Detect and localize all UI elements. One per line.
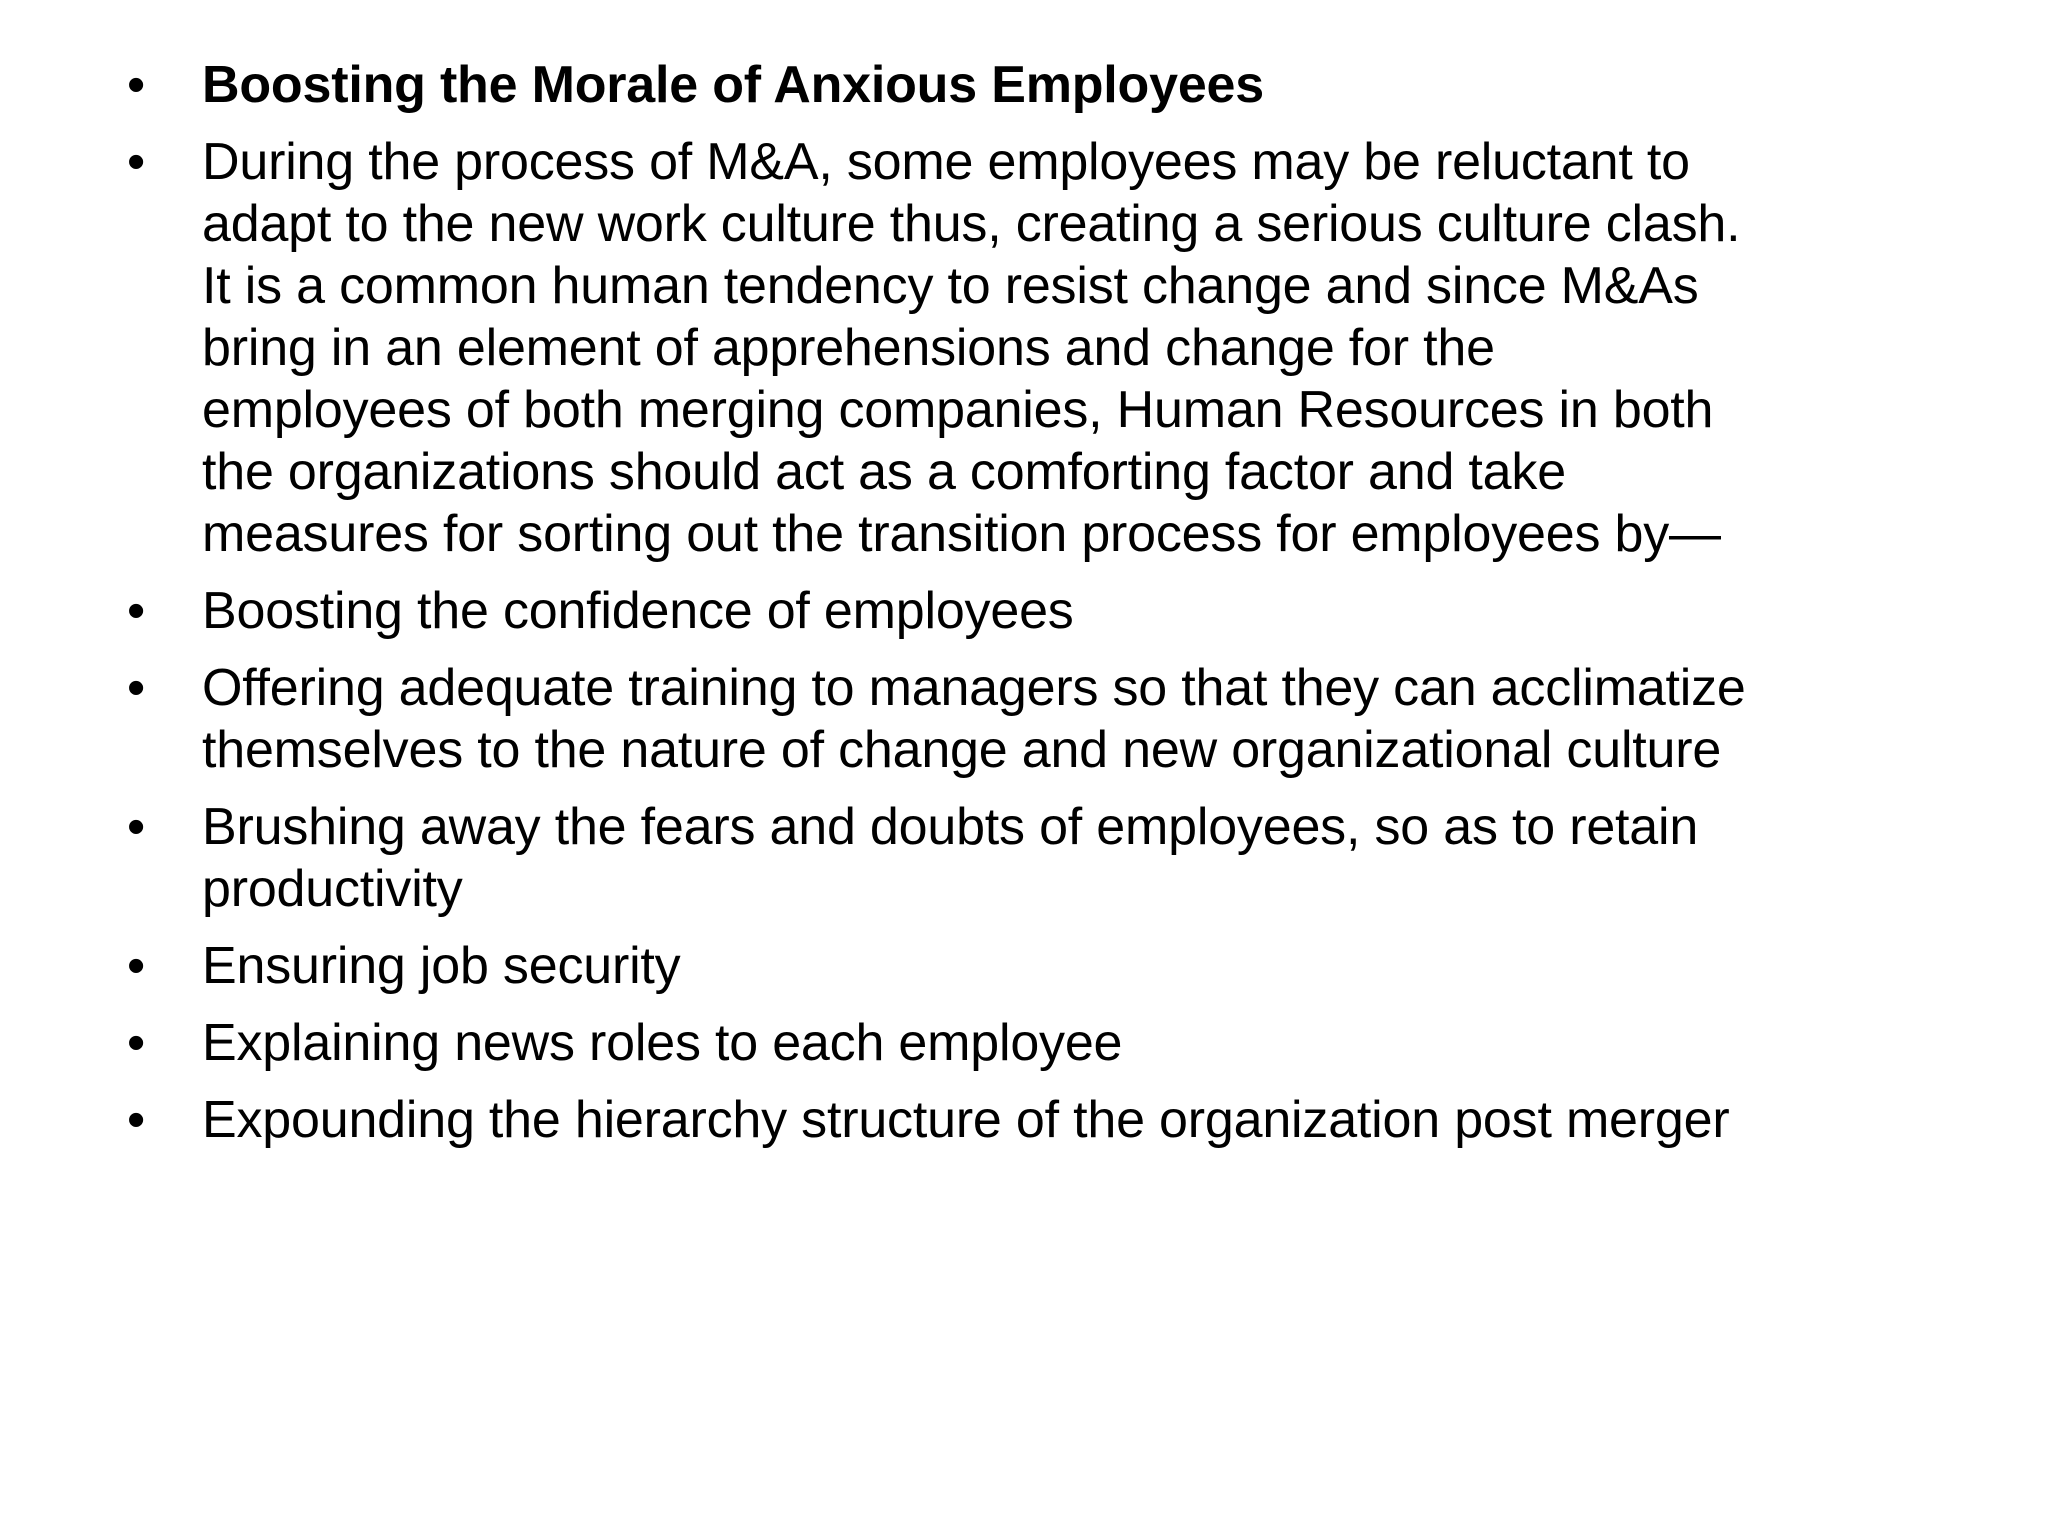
- bullet-dot-icon: •: [127, 582, 146, 640]
- bullet-dot-icon: •: [127, 56, 146, 114]
- bullet-text: [202, 657, 1992, 781]
- bullet-dot-icon: •: [127, 1091, 146, 1149]
- bullet-text-line: employees of both merging companies, Human Resources in both: [202, 381, 1714, 439]
- bullet-dot-icon: •: [127, 133, 146, 191]
- bullet-text-line: productivity: [202, 860, 463, 918]
- bullet-item: [127, 54, 2007, 116]
- bullet-text: [202, 580, 1992, 642]
- bullet-text-line: Boosting the confidence of employees: [202, 582, 1074, 640]
- bullet-text-line: bring in an element of apprehensions and change for the: [202, 319, 1495, 377]
- bullet-text-line: Offering adequate training to managers so that they can acclimatize: [202, 659, 1746, 717]
- bullet-text-line: It is a common human tendency to resist change and since M&As: [202, 257, 1699, 315]
- bullet-text-line: During the process of M&A, some employees may be reluctant to: [202, 133, 1690, 191]
- bullet-text-line: adapt to the new work culture thus, creating a serious culture clash.: [202, 195, 1741, 253]
- bullet-text: [202, 796, 1992, 920]
- bullet-text-line: measures for sorting out the transition process for employees by—: [202, 505, 1721, 563]
- bullet-text-line: the organizations should act as a comforting factor and take: [202, 443, 1566, 501]
- bullet-dot-icon: •: [127, 659, 146, 717]
- bullet-text-line: themselves to the nature of change and new organizational culture: [202, 721, 1722, 779]
- bullet-text: [202, 1089, 1992, 1151]
- bullet-item: [127, 580, 2007, 642]
- bullet-item: [127, 131, 2007, 565]
- bullet-item: [127, 935, 2007, 997]
- bullet-text: [202, 131, 1992, 565]
- bullet-item: [127, 1012, 2007, 1074]
- bullet-text-line: Ensuring job security: [202, 937, 681, 995]
- bullet-item: [127, 1089, 2007, 1151]
- bullet-text: [202, 935, 1992, 997]
- bullet-item: [127, 796, 2007, 920]
- bullet-text-line: Boosting the Morale of Anxious Employees: [202, 56, 1264, 114]
- bullet-text-line: Brushing away the fears and doubts of employees, so as to retain: [202, 798, 1699, 856]
- bullet-text: [202, 1012, 1992, 1074]
- bullet-text-line: Expounding the hierarchy structure of the organization post merger: [202, 1091, 1730, 1149]
- bullet-dot-icon: •: [127, 1014, 146, 1072]
- bullet-heading-text: [202, 54, 1992, 116]
- bullet-dot-icon: •: [127, 937, 146, 995]
- bullet-item: [127, 657, 2007, 781]
- bullet-text-line: Explaining news roles to each employee: [202, 1014, 1123, 1072]
- bullet-dot-icon: •: [127, 798, 146, 856]
- bullet-list: [127, 54, 2007, 1166]
